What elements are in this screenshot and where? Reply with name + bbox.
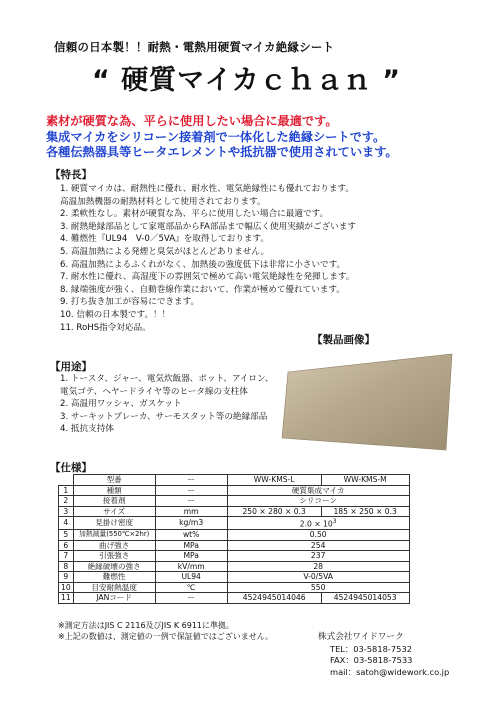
lead-line-2: 集成マイカをシリコーン接着剤で一体化した絶縁シートです。 (46, 130, 386, 144)
table-row (59, 561, 410, 572)
row-number: 2 (59, 496, 74, 507)
table-header-cell: WW-KMS-L (227, 475, 321, 486)
list-item: 1. 硬質マイカは、耐熱性に優れ、耐水性、電気絶縁性にも優れております。 (60, 184, 354, 194)
property-unit: MPa (155, 551, 227, 562)
table-row (59, 593, 410, 604)
uses-heading: 【用途】 (50, 361, 92, 373)
table-row (59, 530, 410, 541)
lead-line-3: 各種伝熱器具等ヒータエレメントや抵抗器で使用されています。 (46, 145, 398, 159)
property-unit: mm (155, 506, 227, 517)
note-line: ※測定方法はJIS C 2116及びJIS K 6911に準拠。 (58, 621, 235, 630)
company-info (318, 632, 450, 678)
page-title: “ 硬質マイカｃｈａｎ ” (92, 65, 401, 96)
row-number: 6 (59, 540, 74, 551)
lead-line-1: 素材が硬質な為、平らに使用したい場合に最適です。 (46, 114, 338, 128)
property-name: 難燃性 (73, 572, 155, 583)
property-value-m: 185 × 250 × 0.3 (321, 506, 409, 517)
property-name: サイズ (73, 506, 155, 517)
row-number: 11 (59, 593, 74, 604)
list-item: 2. 柔軟性なし。素材が硬質な為、平らに使用したい場合に最適です。 (60, 209, 329, 220)
property-unit: kV/mm (155, 561, 227, 572)
table-row (59, 485, 410, 496)
table-row (59, 572, 410, 583)
table-row (59, 540, 410, 551)
row-number: 9 (59, 572, 74, 583)
property-name: 目安耐熱温度 (73, 582, 155, 593)
company-mail: mail：satoh@widework.co.jp (330, 666, 450, 677)
property-value: 550 (227, 582, 409, 593)
row-number: 7 (59, 551, 74, 562)
property-unit: wt% (155, 530, 227, 541)
company-name: 株式会社ワイドワーク (318, 632, 404, 642)
product-image-label: 【製品画像】 (312, 334, 375, 346)
property-value: 硬質集成マイカ (227, 485, 409, 496)
row-number: 3 (59, 506, 74, 517)
row-number: 1 (59, 485, 74, 496)
features-heading: 【特長】 (50, 169, 92, 181)
list-item: 高温加熱機器の耐熱材料として使用されております。 (60, 196, 266, 207)
table-header-cell: WW-KMS-M (321, 475, 409, 486)
table-row (59, 506, 410, 517)
property-name: 加熱減量(550℃×2hr) (73, 530, 155, 541)
property-value: V-0/5VA (227, 572, 409, 583)
row-number: 10 (59, 582, 74, 593)
list-item: 9. 打ち抜き加工が容易にできます。 (60, 297, 200, 308)
property-unit: kg/m3 (155, 517, 227, 530)
property-value-l: 250 × 280 × 0.3 (227, 506, 321, 517)
table-header-row (59, 475, 410, 486)
property-value: 0.50 (227, 530, 409, 541)
table-row (59, 517, 410, 530)
company-tel: TEL：03-5818-7532 (330, 643, 413, 654)
table-header-cell: 型番 (73, 475, 155, 486)
property-name: 引張強さ (73, 551, 155, 562)
property-value: 28 (227, 561, 409, 572)
property-name: 接着剤 (73, 496, 155, 507)
subtitle: 信頼の日本製！！耐熱・電熱用硬質マイカ絶縁シート (54, 40, 335, 54)
list-item: 6. 高温加熱によるふくれがなく、加熱後の強度低下は非常に小さいです。 (60, 259, 346, 270)
property-name: 見掛け密度 (73, 517, 155, 530)
list-item: 7. 耐水性に優れ、高湿度下の雰囲気で極めて高い電気絶縁性を発揮します。 (60, 272, 355, 283)
property-value: 254 (227, 540, 409, 551)
property-value: シリコーン (227, 496, 409, 507)
table-cell (59, 475, 74, 486)
spec-heading: 【仕様】 (50, 462, 92, 474)
row-number: 8 (59, 561, 74, 572)
property-name: 曲げ強さ (73, 540, 155, 551)
table-row (59, 582, 410, 593)
row-number: 4 (59, 517, 74, 530)
list-item: 5. 高温加熱による発煙と臭気がほとんどありません。 (60, 246, 270, 257)
list-item: 4. 抵抗支持体 (60, 424, 114, 435)
spec-table (58, 474, 410, 604)
row-number: 5 (59, 530, 74, 541)
company-fax: FAX：03-5818-7533 (330, 655, 413, 665)
property-name: 絶縁破壊の強さ (73, 561, 155, 572)
product-photo (280, 352, 454, 452)
table-row (59, 551, 410, 562)
uses-list (60, 373, 273, 436)
list-item: 電気ゴテ、ヘヤードライヤ等のヒータ線の支柱体 (60, 386, 248, 397)
property-value (227, 517, 409, 530)
property-value-l: 4524945014046 (227, 593, 321, 604)
list-item: 8. 縁端強度が強く、自動巻線作業において、作業が極めて優れています。 (60, 284, 345, 295)
list-item: 10. 信頼の日本製です。！！ (60, 309, 171, 320)
list-item: 1. トースタ、ジャー、電気炊飯器、ポット、アイロン、 (60, 374, 274, 384)
list-item: 4. 難燃性『UL94 V-0／5VA』を取得しております。 (60, 234, 269, 245)
property-value-m: 4524945014053 (321, 593, 409, 604)
property-name: 種類 (73, 485, 155, 496)
table-row (59, 496, 410, 507)
density-value: 2.0 × 10 (299, 519, 333, 529)
notes (58, 620, 273, 642)
features-list (60, 183, 356, 334)
property-unit: ー (155, 496, 227, 507)
list-item: 2. 高温用ワッシャ、ガスケット (60, 399, 182, 410)
property-value: 237 (227, 551, 409, 562)
density-exponent: 3 (332, 518, 337, 525)
list-item: 11. RoHS指令対応品。 (60, 322, 151, 333)
list-item: 3. サーキットブレーカ、サーモスタット等の絶縁部品 (60, 411, 268, 422)
property-unit: ℃ (155, 582, 227, 593)
property-unit: UL94 (155, 572, 227, 583)
property-unit: MPa (155, 540, 227, 551)
list-item: 3. 耐熱絶縁部品として家電部品からFA部品まで幅広く使用実績がございます (60, 221, 356, 232)
note-line: ※上記の数値は、測定値の一例で保証値ではございません。 (58, 632, 274, 641)
property-name: JANコード (73, 593, 155, 604)
property-unit: ー (155, 593, 227, 604)
property-unit: ー (155, 485, 227, 496)
table-header-cell: ー (155, 475, 227, 486)
